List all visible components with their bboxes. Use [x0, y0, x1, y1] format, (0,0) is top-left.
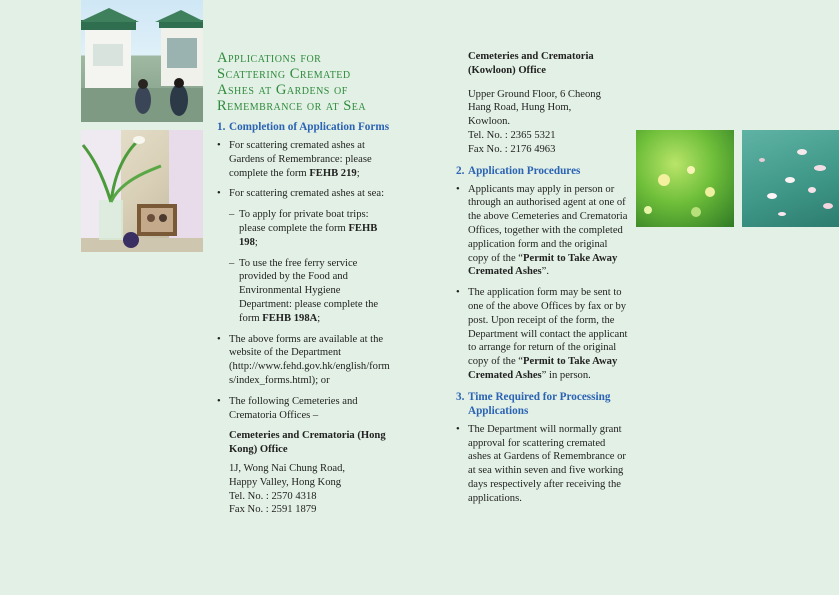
flowers-and-photo-frame-photo [81, 130, 203, 252]
office-name-kowloon: Cemeteries and Crematoria (Kowloon) Office [468, 51, 594, 76]
grass-flowers-photo [636, 130, 734, 227]
bullet-offices: • The following Cemeteries and Crematoria Offices – [217, 395, 358, 421]
office-address-kowloon: Upper Ground Floor, 6 Cheong Hang Road, Hung Hom, Kowloon. Tel. No. : 2365 5321 Fax No. : 2176 4963 [468, 88, 601, 155]
bullet-sea: • For scattering cremated ashes at sea: [217, 188, 385, 200]
bullet-gardens-form: • For scattering cremated ashes at Gardens of Remembrance: please complete the form FEHB 219; [217, 140, 372, 179]
office-address-hong-kong: 1J, Wong Nai Chung Road, Happy Valley, Hong Kong Tel. No. : 2570 4318 Fax No. : 2591 1879 [229, 462, 346, 516]
column-left [217, 50, 392, 524]
bullet-website: • The above forms are available at the website of the Department (http://www.fehd.gov.hk/english/forms/index_forms.html); or [217, 333, 390, 386]
bullet-apply-in-person: • Applicants may apply in person or through an authorised agent at one of the above Cemeteries and Crematoria Offices, together with the completed application form and the original copy of the “Permit to Take Away Cremated Ashes”. [456, 183, 628, 278]
column-middle [456, 50, 628, 513]
section-heading-time-required: 3. Time Required for Processing Applications [456, 390, 611, 417]
petals-on-water-photo [742, 130, 839, 227]
bullet-fax-or-post: • The application form may be sent to one of the above Offices by fax or by post. Upon receipt of the form, the Department will contact the applicant to arrange for return of the original copy of the “Permit to Take Away Cremated Ashes” in person. [456, 287, 628, 381]
office-name-hong-kong: Cemeteries and Crematoria (Hong Kong) Office [229, 430, 386, 456]
dash-private-boat: – To apply for private boat trips: please complete the form FEHB 198; [229, 209, 378, 248]
section-heading-application-procedures: 2. Application Procedures [456, 164, 581, 177]
page-title: Applications for Scattering Cremated Ashes at Gardens of Remembrance or at Sea [217, 50, 367, 114]
section-heading-completion-of-forms: 1. Completion of Application Forms [217, 121, 390, 133]
bullet-approval-time: • The Department will normally grant approval for scattering cremated ashes at Gardens of Remembrance or at sea within seven and five working days respectively after receiving the applications. [456, 423, 626, 504]
dash-free-ferry: – To use the free ferry service provided by the Food and Environmental Hygiene Department: please complete the form FEHB 198A; [229, 257, 379, 324]
garden-pavilion-photo [81, 0, 203, 122]
